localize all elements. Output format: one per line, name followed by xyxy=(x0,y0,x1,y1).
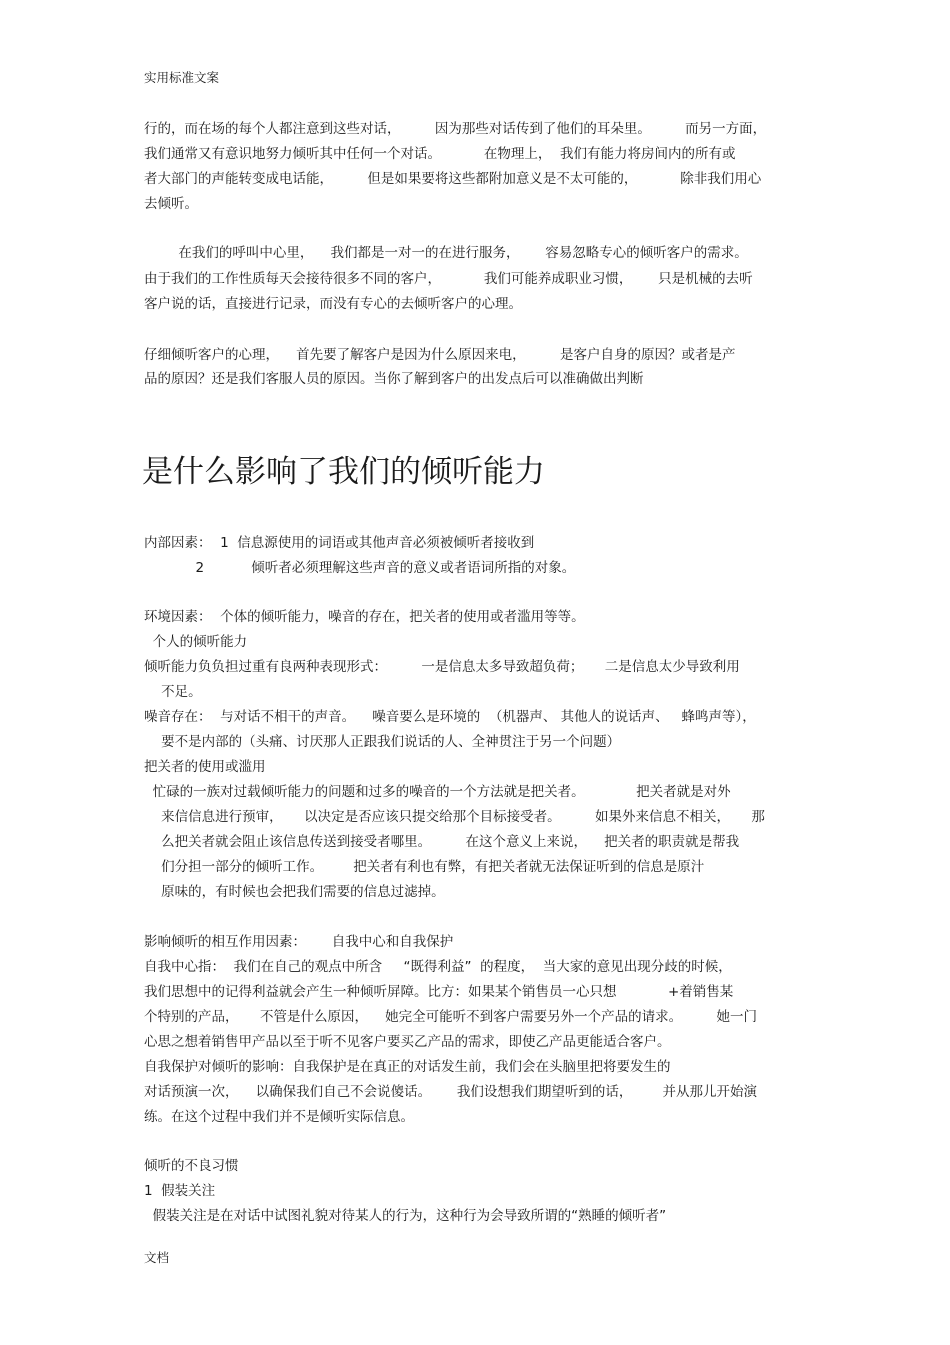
text-line: 么把关者就会阻止该信息传送到接受者哪里。 在这个意义上来说， 把关者的职责就是帮我 xyxy=(144,834,740,850)
text-line: 自我保护对倾听的影响：自我保护是在真正的对话发生前，我们会在头脑里把将要发生的 xyxy=(144,1059,671,1075)
text-line: 来信信息进行预审， 以决定是否应该只提交给那个目标接受者。 如果外来信息不相关， 那 xyxy=(144,809,765,825)
text-line: 1 假装关注 xyxy=(144,1183,216,1199)
text-line: 自我中心指： 我们在自己的观点中所含 “既得利益” 的程度， 当大家的意见出现分歧的时候， xyxy=(144,959,732,975)
text-line: 在我们的呼叫中心里， 我们都是一对一的在进行服务， 容易忽略专心的倾听客户的需求。 xyxy=(144,245,748,261)
text-line: 把关者的使用或滥用 xyxy=(144,759,266,775)
text-line: 原味的，有时候也会把我们需要的信息过滤掉。 xyxy=(144,884,445,900)
text-line: 品的原因？还是我们客服人员的原因。当你了解到客户的出发点后可以准确做出判断 xyxy=(144,371,644,387)
text-line: 去倾听。 xyxy=(144,196,198,212)
page-header: 实用标准文案 xyxy=(144,70,220,85)
text-line: 仔细倾听客户的心理， 首先要了解客户是因为什么原因来电， 是客户自身的原因？或者是产 xyxy=(144,347,736,363)
text-line: 个特别的产品， 不管是什么原因， 她完全可能听不到客户需要另外一个产品的请求。 她一门 xyxy=(144,1009,757,1025)
text-line: 练。在这个过程中我们并不是倾听实际信息。 xyxy=(144,1109,414,1125)
text-line: 我们通常又有意识地努力倾听其中任何一个对话。 在物理上， 我们有能力将房间内的所有或 xyxy=(144,146,736,162)
text-line: 要不是内部的（头痛、讨厌那人正跟我们说话的人、全神贯注于另一个问题） xyxy=(144,734,621,750)
text-line: 我们思想中的记得利益就会产生一种倾听屏障。比方：如果某个销售员一心只想 +着销售某 xyxy=(144,984,734,1000)
text-line: 者大部门的声能转变成电话能， 但是如果要将这些都附加意义是不太可能的， 除非我们用心 xyxy=(144,171,762,187)
text-line: 由于我们的工作性质每天会接待很多不同的客户， 我们可能养成职业习惯， 只是机械的去听 xyxy=(144,271,753,287)
text-line: 倾听的不良习惯 xyxy=(144,1158,239,1174)
text-line: 心思之想着销售甲产品以至于听不见客户要买乙产品的需求，即使乙产品更能适合客户。 xyxy=(144,1034,671,1050)
text-line: 不足。 xyxy=(144,684,202,700)
text-line: 倾听能力负负担过重有良两种表现形式： 一是信息太多导致超负荷； 二是信息太少导致利用 xyxy=(144,659,740,675)
text-line: 个人的倾听能力 xyxy=(144,634,248,650)
text-line: 影响倾听的相互作用因素： 自我中心和自我保护 xyxy=(144,934,454,950)
text-line: 2 倾听者必须理解这些声音的意义或者语词所指的对象。 xyxy=(144,560,576,576)
text-line: 忙碌的一族对过载倾听能力的问题和过多的噪音的一个方法就是把关者。 把关者就是对外 xyxy=(144,784,731,800)
text-line: 对话预演一次， 以确保我们自己不会说傻话。 我们设想我们期望听到的话， 并从那儿开始演 xyxy=(144,1084,757,1100)
text-line: 内部因素： 1 信息源使用的词语或其他声音必须被倾听者接收到 xyxy=(144,535,535,551)
text-line: 客户说的话，直接进行记录，而没有专心的去倾听客户的心理。 xyxy=(144,296,522,312)
page-footer: 文档 xyxy=(144,1250,170,1265)
text-line: 行的，而在场的每个人都注意到这些对话， 因为那些对话传到了他们的耳朵里。 而另一方面， xyxy=(144,121,767,137)
text-line: 噪音存在： 与对话不相干的声音。 噪音要么是环境的 （机器声、 其他人的说话声、 蜂鸣声等）， xyxy=(144,709,756,725)
text-line: 环境因素： 个体的倾听能力，噪音的存在，把关者的使用或者滥用等等。 xyxy=(144,609,585,625)
text-line: 假装关注是在对话中试图礼貌对待某人的行为，这种行为会导致所谓的“熟睡的倾听者” xyxy=(144,1208,667,1224)
text-line: 们分担一部分的倾听工作。 把关者有利也有弊，有把关者就无法保证听到的信息是原汁 xyxy=(144,859,705,875)
section-title: 是什么影响了我们的倾听能力 xyxy=(142,454,545,490)
